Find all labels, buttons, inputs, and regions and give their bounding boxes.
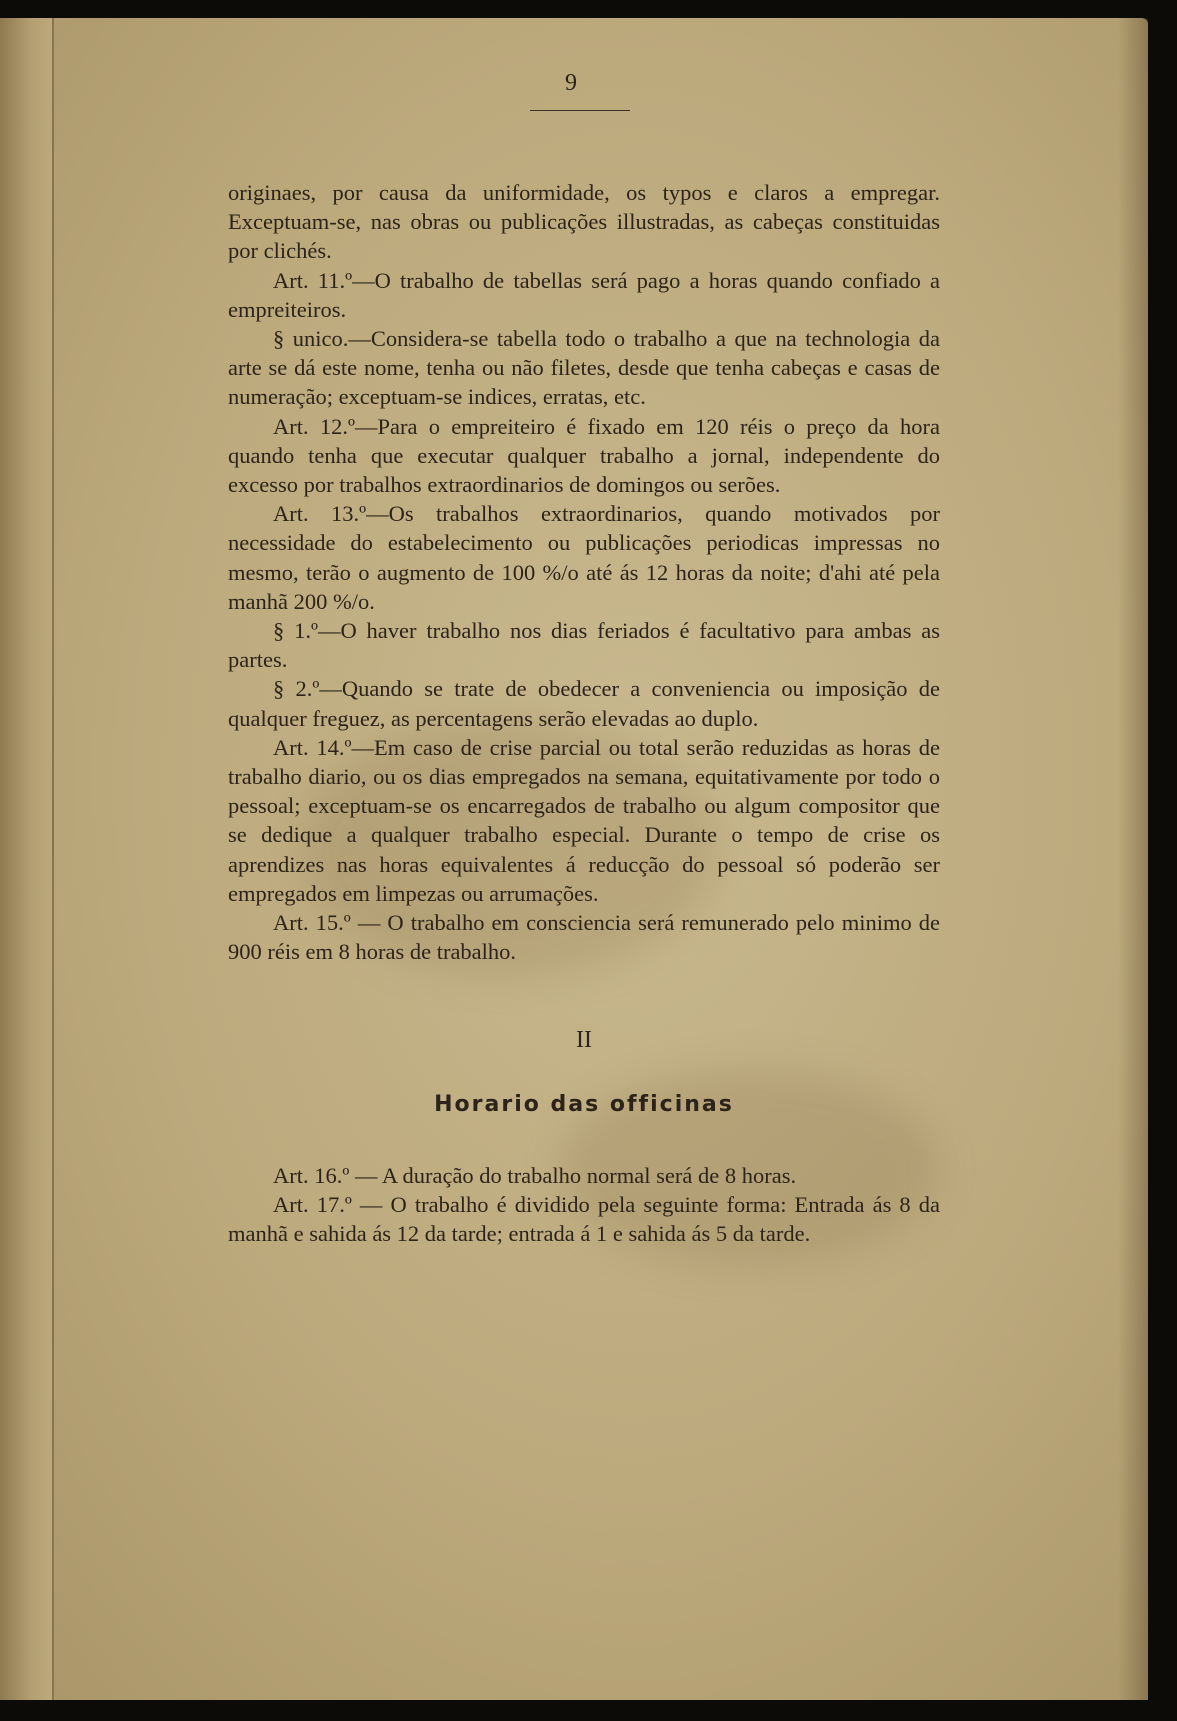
page-number: 9 [565, 70, 577, 96]
page-edge-shadow [1118, 18, 1148, 1700]
paragraph: Art. 11.º—O trabalho de tabellas será pago a horas quando confiado a empreiteiros. [228, 267, 940, 322]
paragraph: Art. 12.º—Para o empreiteiro é fixado em 120 réis o preço da hora quando tenha que executar qualquer trabalho a jornal, independente do excesso por trabalhos extraordinarios de domingos ou serões. [228, 413, 940, 498]
paragraph: § unico.—Considera-se tabella todo o trabalho a que na technologia da arte se dá este nome, tenha ou não filetes, desde que tenha cabeças e casas de numeração; exceptuam-se indices, erratas, etc. [228, 326, 940, 410]
book-page [0, 18, 1148, 1700]
section-title: Horario das officinas [434, 1091, 734, 1117]
paragraph: § 1.º—O haver trabalho nos dias feriados é facultativo para ambas as partes. [228, 618, 940, 673]
paragraph: Art. 13.º—Os trabalhos extraordinarios, quando motivados por necessidade do estabelecimento ou publicações periodicas impressas no mesmo, terão o augmento de 100 %/o até ás 12 horas da noite; d'ahi até pela manhã 200 %/o. [228, 501, 940, 614]
section-spacer [228, 966, 940, 1026]
section-numeral: II [576, 1027, 592, 1054]
paragraph: Art. 16.º — A duração do trabalho normal será de 8 horas. [273, 1162, 797, 1188]
paragraph: Art. 17.º — O trabalho é dividido pela seguinte forma: Entrada ás 8 da manhã e sahida ás 12 da tarde; entrada á 1 e sahida ás 5 da tarde. [228, 1192, 940, 1247]
paragraph: originaes, por causa da uniformidade, os typos e claros a empregar. Exceptuam-se, nas obras ou publicações illustradas, as cabeças constituidas por clichés. [228, 180, 940, 264]
header-rule [530, 110, 630, 111]
paragraph: Art. 15.º — O trabalho em consciencia será remunerado pelo minimo de 900 réis em 8 horas de trabalho. [228, 910, 940, 965]
paragraph: § 2.º—Quando se trate de obedecer a conveniencia ou imposição de qualquer freguez, as percentagens serão elevadas ao duplo. [228, 676, 940, 731]
page-fold-edge [0, 18, 54, 1700]
body-text [228, 178, 940, 1249]
paragraph: Art. 14.º—Em caso de crise parcial ou total serão reduzidas as horas de trabalho diario, ou os dias empregados na semana, equitativamente por todo o pessoal; exceptuam-se os encarregados de trabalho ou algum compositor que se dedique a qualquer trabalho especial. Durante o tempo de crise os aprendizes nas horas equivalentes á reducção do pessoal só poderão ser empregados em limpezas ou arrumações. [228, 734, 940, 906]
